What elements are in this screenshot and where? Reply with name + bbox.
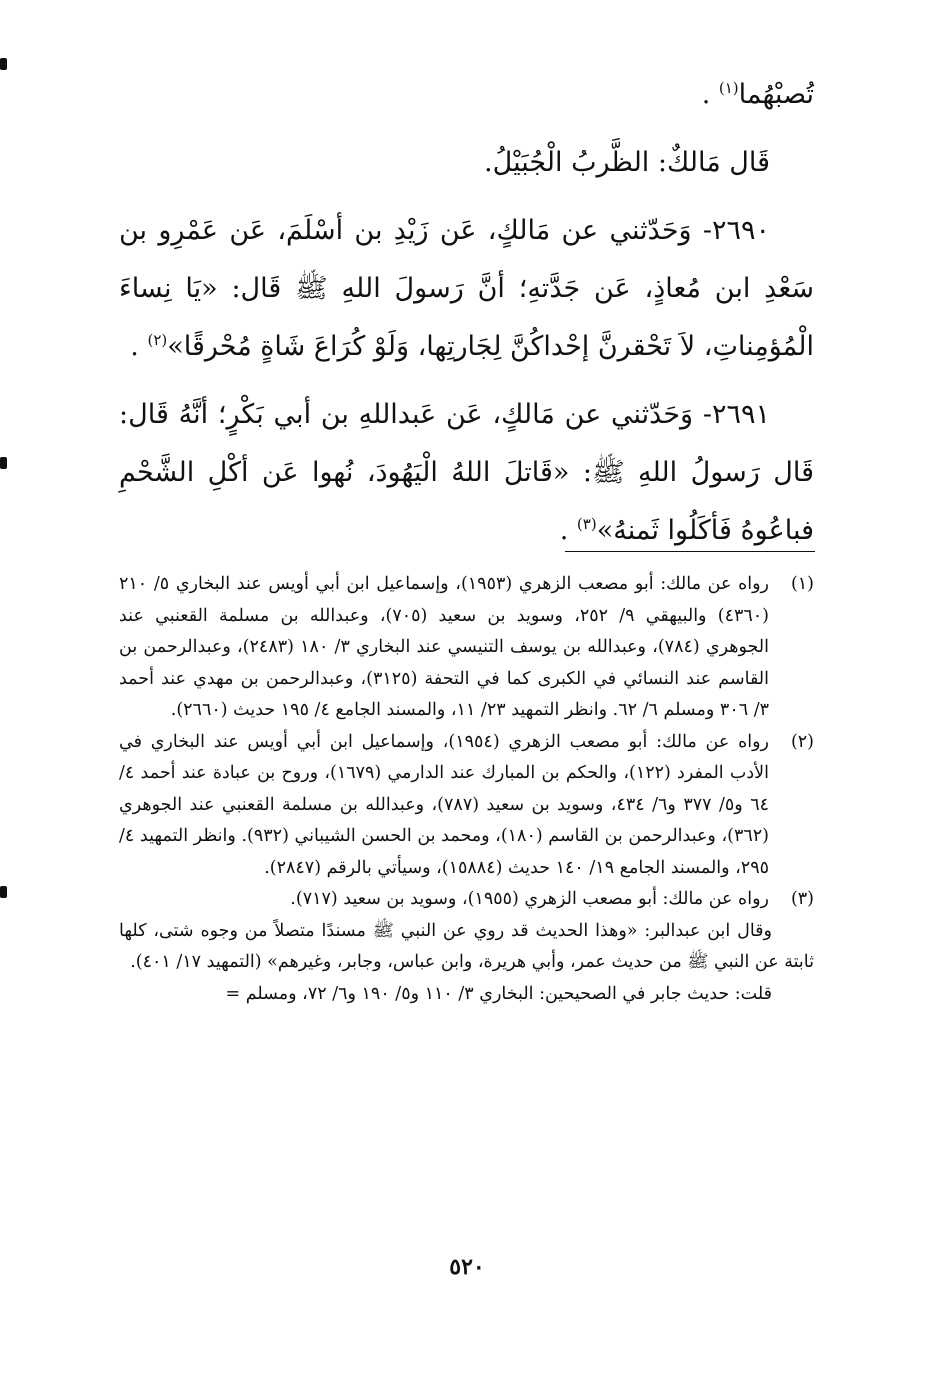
footnote-paragraph: قلت: حديث جابر في الصحيحين: البخاري ٣/ ١١٠ و٥/ ١٩٠ و٦/ ٧٢، ومسلم = xyxy=(225,983,772,1004)
footnote-1 xyxy=(119,569,814,727)
footnote-3 xyxy=(119,884,814,916)
hadith-2690-text: ٢٦٩٠- وَحَدّثني عن مَالكٍ، عَن زَيْدِ بن أسْلَمَ، عَن عَمْرِو بن سَعْدِ ابن مُعاذٍ، عَن جَدَّتهِ؛ أنَّ رَسولَ اللهِ ﷺ قَال: «يَا نِساءَ الْمُؤمِناتِ، لاَ تَحْقرنَّ إحْداكُنَّ لِجَارتِها، وَلَوْ كُرَاعَ شَاةٍ مُحْرقًا» xyxy=(119,215,814,362)
footnote-ref-2[interactable]: (٢) xyxy=(147,331,168,349)
footnote-paragraph: وقال ابن عبدالبر: «وهذا الحديث قد روي عن النبي ﷺ مسندًا متصلاً من وجوه شتى، كلها ثابتة عن النبي ﷺ من حديث عمر، وأبي هريرة، وابن عباس، وجابر، وغيرهم» (التمهيد ١٧/ ٤٠١). xyxy=(119,920,814,972)
footnote-paragraph: رواه عن مالك: أبو مصعب الزهري (١٩٥٣)، وإسماعيل ابن أبي أويس عند البخاري ٥/ ٢١٠ (٤٣٦٠) والبيهقي ٩/ ٢٥٢، وسويد بن سعيد (٧٠٥)، وعبدالله بن مسلمة القعنبي عند الجوهري (٧٨٤)، وعبدالله بن يوسف التنيسي عند البخاري ٣/ ١٨٠ (٢٤٨٣)، وعبدالرحمن بن القاسم عند النسائي في الكبرى كما في التحفة (٣١٢٥)، وعبدالرحمن بن مهدي عند أحمد ٣/ ٣٠٦ ومسلم ٦/ ٦٢. وانظر التمهيد ٢٣/ ١١، والمسند الجامع ٤/ ١٩٥ حديث (٢٦٦٠). xyxy=(119,574,770,720)
margin-mark xyxy=(0,886,7,898)
hadith-2690 xyxy=(119,202,814,376)
footnote-number: (٢) xyxy=(790,731,814,752)
continuation-text: تُصبْهُما xyxy=(738,79,814,110)
continuation-end: . xyxy=(701,79,719,110)
hadith-2691 xyxy=(119,386,814,560)
page-number: ٥٢٠ xyxy=(449,1254,485,1280)
hadith-2690-end: . xyxy=(130,331,148,362)
footnotes xyxy=(119,569,814,1010)
footnote-number: (٣) xyxy=(790,889,814,909)
hadith-2691-end: . xyxy=(559,515,577,546)
footnote-number: (١) xyxy=(790,574,814,594)
continuation-line xyxy=(119,66,814,124)
footnote-ref-3[interactable]: (٣) xyxy=(576,515,597,533)
margin-mark xyxy=(0,58,7,70)
malik-quote: قَال مَالكٌ: الظَّربُ الْجُبَيْلُ. xyxy=(484,147,770,178)
footnote-2 xyxy=(119,727,814,885)
footnote-separator xyxy=(565,551,815,552)
footnote-paragraph: رواه عن مالك: أبو مصعب الزهري (١٩٥٤)، وإسماعيل ابن أبي أويس عند البخاري في الأدب المفرد (١٢٢)، والحكم بن المبارك عند الدارمي (١٦٧٩)، وروح بن عبادة عند أحمد ٤/ ٦٤ و٥/ ٣٧٧ و٦/ ٤٣٤، وسويد بن سعيد (٧٨٧)، وعبدالله بن مسلمة القعنبي عند الجوهري (٣٦٢)، وعبدالرحمن بن القاسم (١٨٠)، ومحمد بن الحسن الشيباني (٩٣٢). وانظر التمهيد ٤/ ٢٩٥، والمسند الجامع ١٩/ ١٤٠ حديث (١٥٨٨٤)، وسيأتي بالرقم (٢٨٤٧). xyxy=(119,731,770,878)
footnote-text xyxy=(119,884,769,916)
footnote-ref-1[interactable]: (١) xyxy=(718,79,739,97)
margin-mark xyxy=(0,457,7,469)
main-text xyxy=(119,66,814,560)
footnote-text xyxy=(119,727,769,885)
footnote-paragraph: رواه عن مالك: أبو مصعب الزهري (١٩٥٥)، وسويد بن سعيد (٧١٧). xyxy=(290,889,769,909)
footnote-text xyxy=(119,569,769,727)
hadith-2691-text: ٢٦٩١- وَحَدّثني عن مَالكٍ، عَن عَبداللهِ بن أبي بَكْرٍ؛ أنَّهُ قَال: قَال رَسولُ اللهِ ﷺ: «قَاتلَ اللهُ الْيَهُودَ، نُهوا عَن أكْلِ الشَّحْمِ فباعُوهُ فَأكَلُوا ثَمنهُ» xyxy=(119,399,814,546)
